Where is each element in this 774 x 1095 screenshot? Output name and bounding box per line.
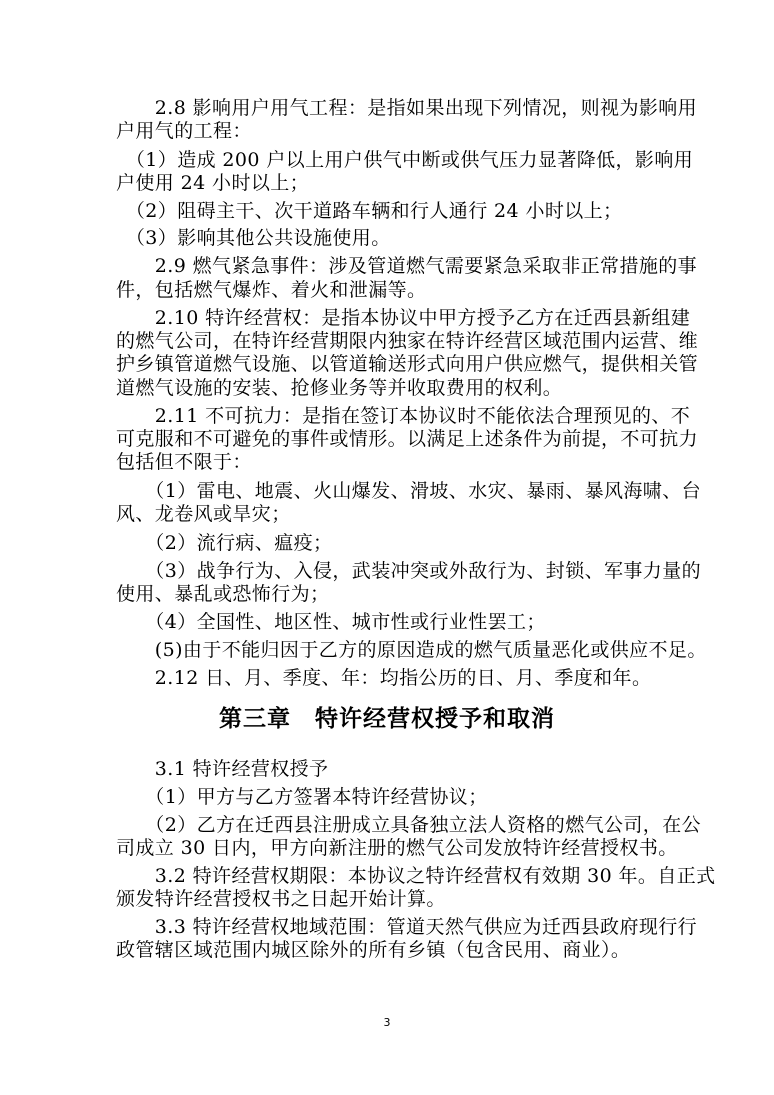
text-line: (5)由于不能归因于乙方的原因造成的燃气质量恶化或供应不足。: [116, 639, 707, 662]
text-line: 3.1 特许经营权授予: [116, 757, 329, 780]
text-line: （1）雷电、地震、火山爆发、滑坡、水灾、暴雨、暴风海啸、台: [116, 480, 701, 503]
text-line: 3.3 特许经营权地域范围：管道天然气供应为迁西县政府现行行: [116, 916, 698, 939]
page-number: 3: [383, 1016, 391, 1029]
text-line: 2.10 特许经营权：是指本协议中甲方授予乙方在迁西县新组建: [116, 306, 691, 329]
text-line: （2）流行病、瘟疫；: [116, 532, 333, 555]
text-line: 道燃气设施的安装、抢修业务等并收取费用的权利。: [116, 377, 563, 399]
text-line: 户使用 24 小时以上；: [116, 172, 310, 195]
text-line: 使用、暴乱或恐怖行为；: [116, 583, 330, 606]
text-line: 风、龙卷风或旱灾；: [116, 503, 291, 526]
text-line: 护乡镇管道燃气设施、以管道输送形式向用户供应燃气，提供相关管: [116, 353, 699, 375]
text-line: 2.11 不可抗力：是指在签订本协议时不能依法合理预见的、不: [116, 405, 691, 427]
text-line: 件，包括燃气爆炸、着火和泄漏等。: [116, 278, 427, 301]
text-line: （4）全国性、地区性、城市性或行业性罢工；: [116, 611, 546, 634]
text-line: 2.8 影响用户用气工程：是指如果出现下列情况，则视为影响用: [116, 97, 698, 119]
text-line: 户用气的工程：: [116, 120, 252, 143]
text-line: （3）战争行为、入侵，武装冲突或外敌行为、封锁、军事力量的: [116, 560, 701, 583]
text-line: （1）甲方与乙方签署本特许经营协议；: [116, 785, 488, 808]
text-line: （3）影响其他公共设施使用。: [116, 227, 391, 250]
text-line: （2）阻碍主干、次干道路车辆和行人通行 24 小时以上；: [116, 200, 623, 223]
text-line: 的燃气公司，在特许经营期限内独家在特许经营区域范围内运营、维: [116, 329, 699, 352]
text-line: （1）造成 200 户以上用户供气中断或供气压力显著降低，影响用: [116, 149, 694, 171]
text-line: 可克服和不可避免的事件或情形。以满足上述条件为前提，不可抗力: [116, 428, 699, 451]
text-line: （2）乙方在迁西县注册成立具备独立法人资格的燃气公司，在公: [116, 813, 701, 836]
text-line: 包括但不限于：: [116, 451, 252, 474]
text-line: 政管辖区域范围内城区除外的所有乡镇（包含民用、商业）。: [116, 939, 631, 962]
chapter-heading: 第三章 特许经营权授予和取消: [219, 705, 555, 732]
text-line: 2.9 燃气紧急事件：涉及管道燃气需要紧急采取非正常措施的事: [116, 255, 698, 278]
text-line: 司成立 30 日内，甲方向新注册的燃气公司发放特许经营授权书。: [116, 837, 678, 859]
text-line: 3.2 特许经营权期限：本协议之特许经营权有效期 30 年。自正式: [116, 865, 716, 887]
text-line: 颁发特许经营授权书之日起开始计算。: [116, 888, 446, 911]
text-line: 2.12 日、月、季度、年：均指公历的日、月、季度和年。: [116, 667, 652, 690]
